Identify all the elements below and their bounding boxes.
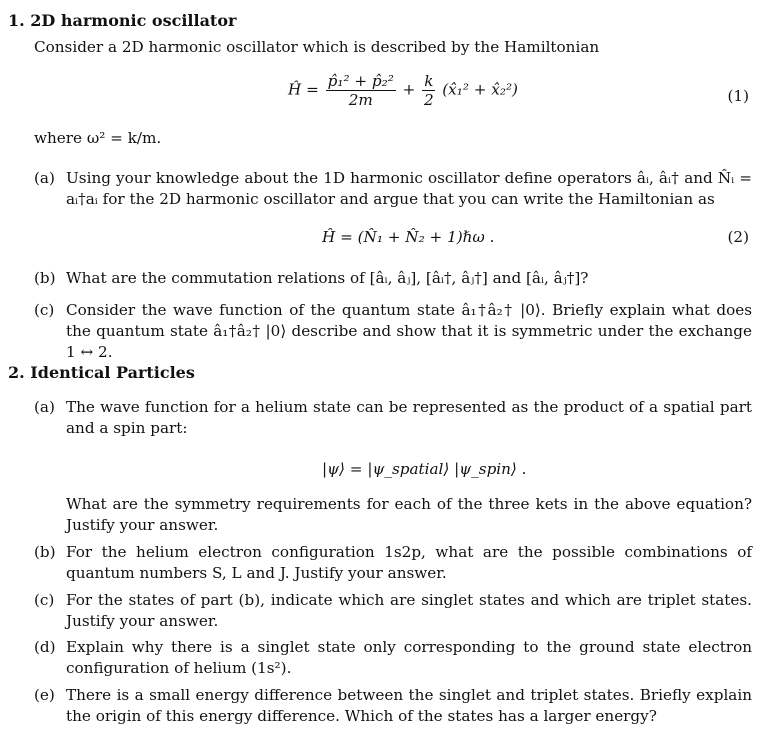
question-2d-label: (d) [34,638,56,656]
eq1-lhs: Ĥ = [288,80,319,99]
question-1c-label: (c) [34,301,55,319]
section-1-title: 1. 2D harmonic oscillator [8,11,237,30]
eq1-frac1-numerator: p̂₁² + p̂₂² [327,72,394,90]
question-2e-text: There is a small energy difference between the singlet and triplet states. Briefly explain the origin of this energy difference. Which of the states has a larger energy? [66,686,752,725]
section-2-title: 2. Identical Particles [8,363,195,382]
question-2d-text: Explain why there is a singlet state only corresponding to the ground state electron configuration of helium (1s²). [66,638,752,677]
eq1-frac2-numerator: k [424,72,434,90]
equation-1-number: (1) [727,87,749,105]
question-1b-label: (b) [34,269,56,287]
equation-2-number: (2) [727,228,749,246]
eq1-fraction-momentum [326,72,396,109]
equation-2: Ĥ = (N̂₁ + N̂₂ + 1)ℏω . [322,228,495,246]
question-2a-label: (a) [34,398,55,416]
question-2a-followup: What are the symmetry requirements for each of the three kets in the above equation? Justify your answer. [66,495,752,534]
question-2a [34,397,752,439]
question-1b-text: What are the commutation relations of [âᵢ, âⱼ], [âᵢ†, âⱼ†] and [âᵢ, âⱼ†]? [66,269,589,287]
equation-3: |ψ⟩ = |ψ_spatial⟩ |ψ_spin⟩ . [322,460,527,478]
question-2a-text: The wave function for a helium state can be represented as the product of a spatial part and a spin part: [66,398,752,437]
question-1a-label: (a) [34,169,55,187]
question-1b [34,268,752,289]
question-1a [34,168,752,210]
question-2d [34,637,752,679]
question-1c-text: Consider the wave function of the quantum state â₁†â₂† |0⟩. Briefly explain what does the quantum state â₁†â₂† |0⟩ describe and show that it is symmetric under the exchange 1 ↔ 2. [66,301,752,361]
eq1-plus: + [402,80,416,99]
section-1-intro: Consider a 2D harmonic oscillator which is described by the Hamiltonian [34,38,600,56]
question-2c-text: For the states of part (b), indicate which are singlet states and which are triplet states. Justify your answer. [66,591,752,630]
question-2b-label: (b) [34,543,56,561]
question-2c [34,590,752,632]
question-1a-text: Using your knowledge about the 1D harmonic oscillator define operators âᵢ, âᵢ† and N̂ᵢ = aᵢ†aᵢ for the 2D harmonic oscillator and argue that you can write the Hamiltonian as [66,169,752,208]
eq1-frac1-denominator: 2m [348,91,373,109]
question-2e [34,685,752,727]
question-2b [34,542,752,584]
question-1c [34,300,752,363]
eq1-position-term: (x̂₁² + x̂₂²) [442,80,518,99]
question-2b-text: For the helium electron configuration 1s2p, what are the possible combinations of quantum numbers S, L and J. Justify your answer. [66,543,752,582]
question-2c-label: (c) [34,591,55,609]
eq1-fraction-k [422,72,435,109]
eq1-frac2-denominator: 2 [423,91,434,109]
equation-1 [288,72,518,109]
question-2e-label: (e) [34,686,55,704]
where-omega: where ω² = k/m. [34,129,162,147]
